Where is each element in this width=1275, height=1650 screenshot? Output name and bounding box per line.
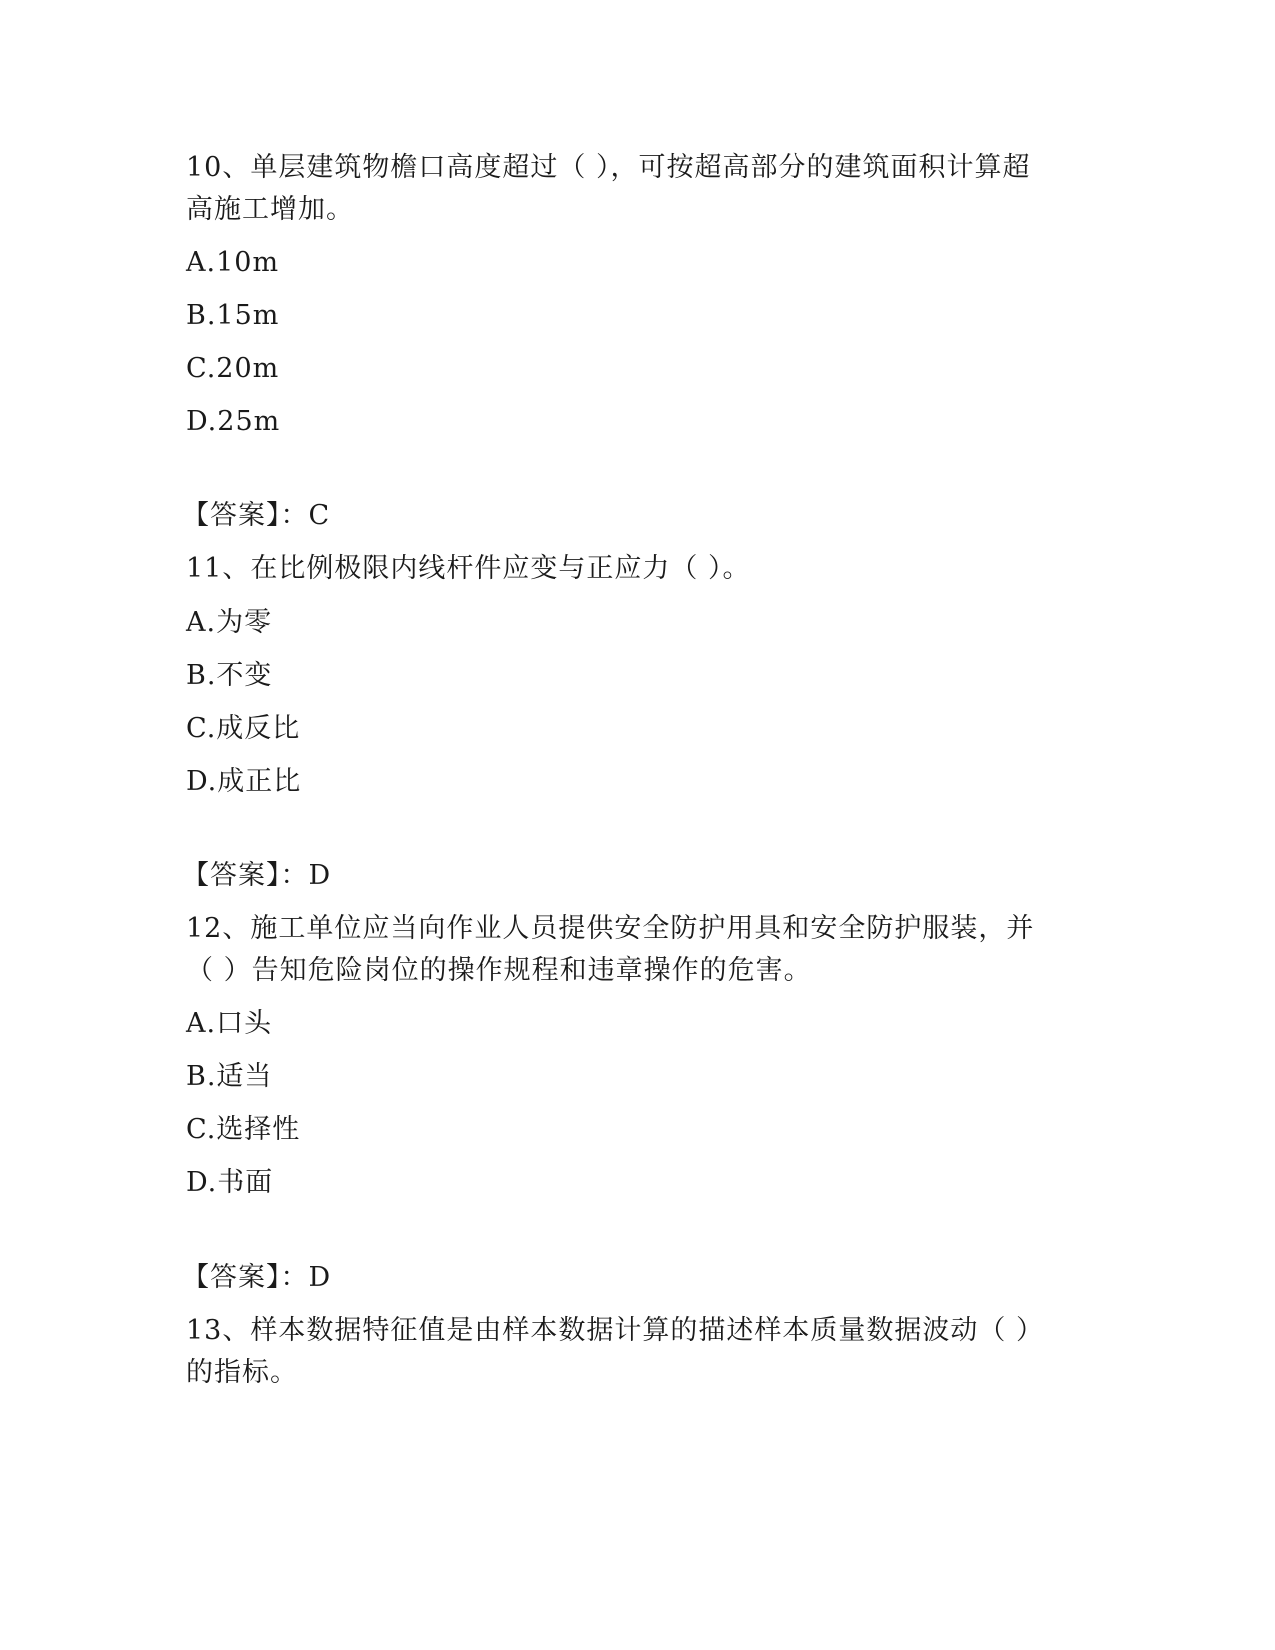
question-12-stem-line-1: 12、施工单位应当向作业人员提供安全防护用具和安全防护服装，并 bbox=[186, 913, 1035, 944]
question-12-option-c: C.选择性 bbox=[186, 1114, 301, 1145]
question-10-option-a: A.10m bbox=[186, 247, 280, 278]
question-11-option-a: A.为零 bbox=[186, 607, 273, 638]
question-12-stem-line-2: （ ）告知危险岗位的操作规程和违章操作的危害。 bbox=[186, 955, 812, 986]
question-10-stem-line-2: 高施工增加。 bbox=[186, 194, 354, 225]
question-10-stem-line-1: 10、单层建筑物檐口高度超过（ ），可按超高部分的建筑面积计算超 bbox=[186, 152, 1031, 183]
question-10-option-c: C.20m bbox=[186, 353, 280, 384]
question-10-answer: 【答案】：C bbox=[182, 500, 331, 531]
question-10-option-b: B.15m bbox=[186, 300, 280, 331]
question-12-option-b: B.适当 bbox=[186, 1061, 273, 1092]
question-11-stem-line-1: 11、在比例极限内线杆件应变与正应力（ ）。 bbox=[186, 553, 751, 584]
question-11-answer: 【答案】：D bbox=[182, 860, 332, 891]
question-12-option-d: D.书面 bbox=[186, 1167, 274, 1198]
question-10-option-d: D.25m bbox=[186, 406, 281, 437]
question-12-option-a: A.口头 bbox=[186, 1008, 273, 1039]
question-11-option-b: B.不变 bbox=[186, 660, 273, 691]
question-13-stem-line-2: 的指标。 bbox=[186, 1357, 298, 1388]
question-13-stem-line-1: 13、样本数据特征值是由样本数据计算的描述样本质量数据波动（ ） bbox=[186, 1315, 1044, 1346]
question-11-option-d: D.成正比 bbox=[186, 766, 302, 797]
question-12-answer: 【答案】：D bbox=[182, 1262, 332, 1293]
question-11-option-c: C.成反比 bbox=[186, 713, 301, 744]
